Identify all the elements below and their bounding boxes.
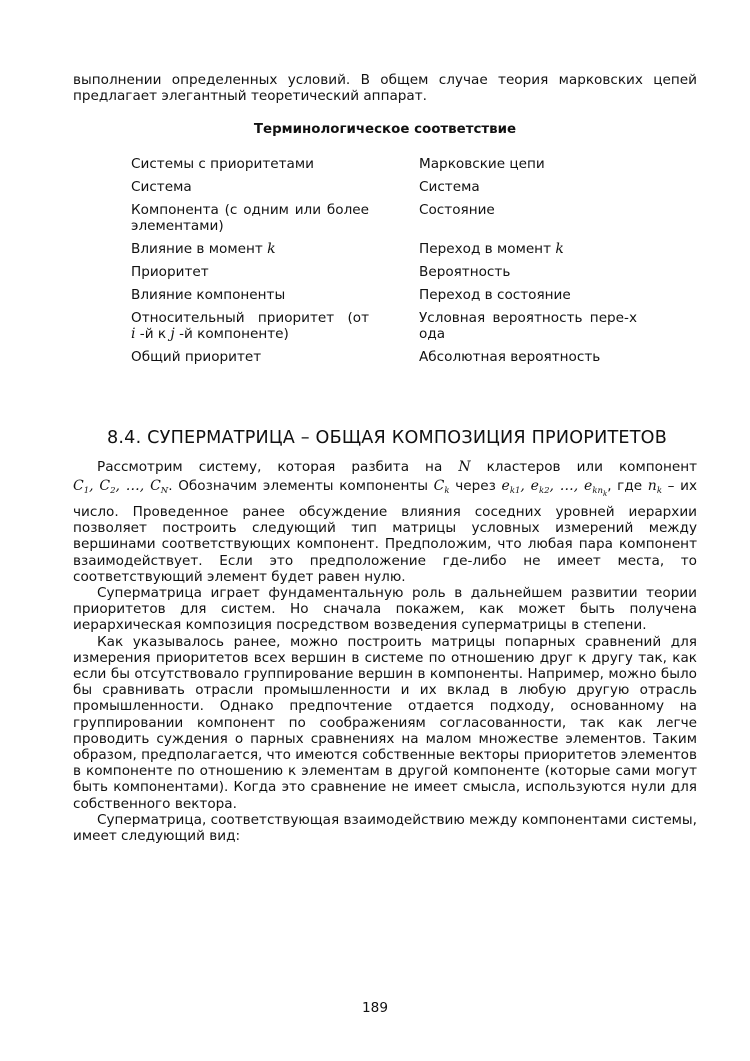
intro-line-1: выполнении определенных условий. В общем случае теория марковских цепей [73,72,697,88]
text-run: кластеров или компонент [470,459,698,475]
term-left: Приоритет [131,264,209,280]
paragraph-1-line-1 [73,458,697,476]
term-text: Относительный приоритет (от [131,310,369,326]
terminology-title: Терминологическое соответствие [253,122,517,137]
term-text: -й компоненте) [174,326,289,343]
term-left: Системы с приоритетами [131,156,314,172]
page-number: 189 [362,1000,388,1016]
text-run: . Обозначим элементы компоненты [168,478,434,494]
text-run: через [449,478,502,494]
term-row [131,241,641,264]
term-left [131,241,369,257]
term-right: Система [419,179,480,195]
term-text: Влияние в момент [131,241,268,257]
term-row [131,202,641,241]
math-var: j [170,326,175,343]
paragraph-1-rest: число. Проведенное ранее обсуждение влияния соседних уровней иерархии позволяет построить следующий тип матрицы условных измерений между вершинами соответствующих компонент. Предположим, что любая пара компонент взаимодействует. Если это предположение где-либо не имеет места, то соответствующий элемент будет равен нулю. [73,504,697,585]
math-elements: $e_{k1}$, $e_{k2}$, …, $e_{kn_k}$ [501,478,608,498]
math-components: $C_1$, $C_2$, …, $C_N$ [73,478,169,496]
term-right: Состояние [419,202,495,218]
term-text: Условная вероятность пере-хода [419,310,637,343]
terminology-table [131,156,641,372]
section-body [73,458,697,844]
intro-line-2: предлагает элегантный теоретический аппарат. [73,88,427,105]
term-left [131,310,369,342]
term-left: Общий приоритет [131,349,262,365]
term-text: Переход в момент [419,241,556,257]
math-var: i [131,326,136,343]
term-right [419,241,639,257]
term-left: Компонента (с одним или более элементами) [131,202,369,235]
term-right [419,310,637,342]
math-ck: $C_k$ [433,478,450,496]
paragraph-3: Как указывалось ранее, можно построить матрицы попарных сравнений для измерения приоритетов всех вершин в системе по отношению друг к другу так, как если бы отсутствовало группирование вершин в компоненты. Например, можно было бы сравнивать отрасли промышленности и их вклад в любую другую отрасль промышленности. Однако предпочтение отдается подходу, основанному на группировании компонент по соображениям согласованности, так как легче проводить суждения о парных сравнениях на малом множестве элементов. Таким образом, предполагается, что имеются собственные векторы приоритетов элементов в компоненте по отношению к элементам в другой компоненте (которые сами могут быть компонентами). Когда это сравнение не имеет смысла, используются нули для собственного вектора. [73,633,697,812]
term-right: Переход в состояние [419,287,571,303]
term-row [131,287,641,310]
math-var: k [555,241,564,257]
paragraph-4: Суперматрица, соответствующая взаимодействию между компонентами системы, имеет следующий вид: [73,811,697,845]
term-left: Влияние компоненты [131,287,286,303]
term-row [131,179,641,202]
text-run: , где [607,478,648,494]
math-nk: $n_k$ [647,478,662,496]
term-right: Вероятность [419,264,511,280]
term-text: -й к [135,326,171,343]
term-left: Система [131,179,192,195]
term-right: Абсолютная вероятность [419,349,601,365]
text-run: Рассмотрим систему, которая разбита на [97,459,459,475]
term-row [131,349,641,372]
section-title: 8.4. СУПЕРМАТРИЦА – ОБЩАЯ КОМПОЗИЦИЯ ПРИОРИТЕТОВ [107,428,667,448]
math-var: k [267,241,276,257]
term-row [131,264,641,287]
term-row [131,310,641,349]
term-right: Марковские цепи [419,156,545,172]
intro-paragraph [73,72,697,104]
text-run: – их [661,478,698,494]
term-row [131,156,641,179]
math-var: N [458,459,471,475]
paragraph-2: Суперматрица играет фундаментальную роль в дальнейшем развитии теории приоритетов для систем. Но сначала покажем, как может быть получена иерархическая композиция посредством возведения суперматрицы в степени. [73,585,697,634]
paragraph-1-line-2 [73,476,697,504]
